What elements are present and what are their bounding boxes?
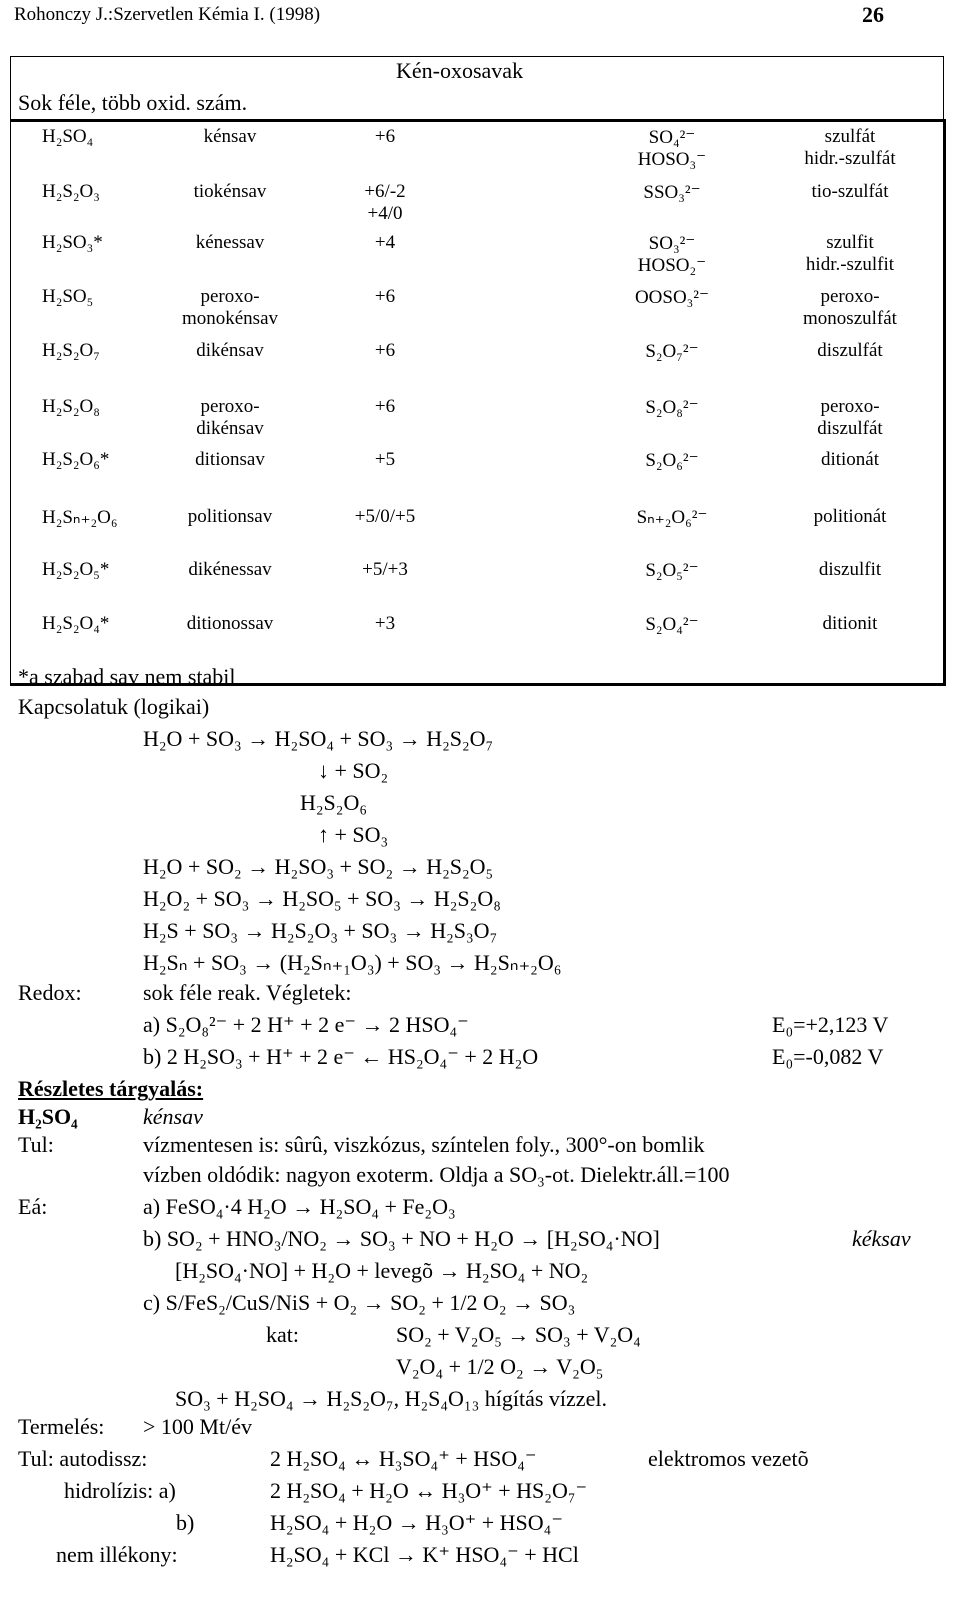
row-formula: H₂S₂O₃ — [42, 181, 100, 202]
row-formula: H₂S₂O₈ — [42, 396, 100, 417]
kat-line-2: V₂O₄ + 1/2 O₂ → V₂O₅ — [396, 1354, 604, 1379]
ea-a: a) FeSO₄·4 H₂O → H₂SO₄ + Fe₂O₃ — [143, 1194, 456, 1219]
termeles-label: Termelés: — [18, 1414, 105, 1439]
row-anion-name-2: diszulfát — [817, 418, 883, 439]
row-anion: OOSO₃²⁻ — [634, 287, 710, 308]
details-compound-name: kénsav — [143, 1104, 203, 1129]
section-subtitle: Sok féle, több oxid. szám. — [18, 90, 248, 115]
row-name: dikénsav — [196, 340, 264, 361]
row-anion: S₂O₇²⁻ — [645, 341, 699, 362]
relation-line: H₂S + SO₃ → H₂S₂O₃ + SO₃ → H₂S₃O₇ — [143, 918, 498, 943]
row-anion-2-name: hidr.-szulfit — [805, 254, 895, 275]
row-anion: SSO₃²⁻ — [643, 182, 701, 203]
relation-line: H₂O + SO₃ → H₂SO₄ + SO₃ → H₂S₂O₇ — [143, 726, 494, 751]
ea-b2: [H₂SO₄·NO] + H₂O + levegõ → H₂SO₄ + NO₂ — [175, 1258, 589, 1283]
ea-b: b) SO₂ + HNO₃/NO₂ → SO₃ + NO + H₂O → [H₂SO₄·NO] — [143, 1226, 660, 1251]
row-name: ditionsav — [195, 449, 265, 470]
row-anion: Sₙ₊₂O₆²⁻ — [636, 507, 708, 528]
row-oxidation: +6 — [374, 286, 396, 307]
hidrolizis-b: H₂SO₄ + H₂O → H₃O⁺ + HSO₄⁻ — [270, 1510, 563, 1535]
row-anion-name: peroxo- — [820, 396, 880, 417]
autodissz-eq: 2 H₂SO₄ ↔ H₃SO₄⁺ + HSO₄⁻ — [270, 1446, 537, 1471]
redox-b: b) 2 H₂SO₃ + H⁺ + 2 e⁻ ← HS₂O₄⁻ + 2 H₂O — [143, 1044, 539, 1069]
details-compound: H₂SO₄ — [18, 1104, 78, 1129]
row-oxidation: +6 — [374, 126, 396, 147]
kat-line-1: SO₂ + V₂O₅ → SO₃ + V₂O₄ — [396, 1322, 641, 1347]
autodissz-label: Tul: autodissz: — [18, 1446, 148, 1471]
relation-line: ↓ + SO₂ — [318, 758, 389, 783]
row-anion-name: diszulfit — [818, 559, 882, 580]
row-anion: S₂O₅²⁻ — [645, 560, 699, 581]
row-name: dikénessav — [188, 559, 272, 580]
row-formula: H₂S₂O₄* — [42, 613, 110, 634]
row-anion-name: politionát — [813, 506, 887, 527]
row-formula: H₂SO₃* — [42, 232, 103, 253]
relation-line: H₂O₂ + SO₃ → H₂SO₅ + SO₃ → H₂S₂O₈ — [143, 886, 501, 911]
row-anion-2-name: hidr.-szulfát — [804, 148, 896, 169]
row-oxidation: +6 — [374, 396, 396, 417]
row-name: kénessav — [195, 232, 265, 253]
row-anion-2: HOSO₂⁻ — [637, 255, 707, 276]
row-name-2: monokénsav — [181, 308, 279, 329]
row-formula: H₂SO₅ — [42, 286, 94, 307]
relation-line: ↑ + SO₃ — [318, 822, 389, 847]
row-anion-name: szulfát — [824, 126, 876, 147]
row-anion-name: tio-szulfát — [811, 181, 889, 202]
redox-a-e0: E₀=+2,123 V — [772, 1012, 889, 1037]
hidrolizis-label: hidrolízis: a) — [64, 1478, 176, 1503]
row-anion-2: HOSO₃⁻ — [637, 149, 707, 170]
row-anion: S₂O₈²⁻ — [645, 397, 699, 418]
row-anion: SO₃²⁻ — [648, 233, 696, 254]
nem-illekony-eq: H₂SO₄ + KCl → K⁺ HSO₄⁻ + HCl — [270, 1542, 579, 1567]
ea-last: SO₃ + H₂SO₄ → H₂S₂O₇, H₂S₄O₁₃ hígítás vízzel. — [175, 1386, 607, 1411]
relation-line: H₂Sₙ + SO₃ → (H₂Sₙ₊₁O₃) + SO₃ → H₂Sₙ₊₂O₆ — [143, 950, 562, 975]
row-oxidation-2: +4/0 — [367, 203, 403, 224]
hidrolizis-b-label: b) — [176, 1510, 195, 1535]
row-oxidation: +5 — [374, 449, 396, 470]
row-formula: H₂Sₙ₊₂O₆ — [42, 507, 118, 528]
relation-line: H₂O + SO₂ → H₂SO₃ + SO₂ → H₂S₂O₅ — [143, 854, 494, 879]
row-anion: S₂O₆²⁻ — [645, 450, 699, 471]
row-oxidation: +6 — [374, 340, 396, 361]
row-anion-name-2: monoszulfát — [803, 308, 897, 329]
row-name: tiokénsav — [193, 181, 267, 202]
tul-line-1: vízmentesen is: sûrû, viszkózus, színtelen foly., 300°-on bomlik — [143, 1132, 705, 1157]
row-oxidation: +5/0/+5 — [354, 506, 416, 527]
nem-illekony-label: nem illékony: — [56, 1542, 178, 1567]
row-oxidation: +6/-2 — [364, 181, 406, 202]
row-anion-name: ditionit — [822, 613, 878, 634]
tul-label: Tul: — [18, 1132, 54, 1157]
kat-label: kat: — [266, 1322, 299, 1347]
ea-b-name: kéksav — [852, 1226, 911, 1251]
autodissz-note: elektromos vezetõ — [648, 1446, 809, 1471]
redox-b-e0: E₀=-0,082 V — [772, 1044, 884, 1069]
row-name: kénsav — [203, 126, 257, 147]
relations-title: Kapcsolatuk (logikai) — [18, 694, 210, 719]
row-oxidation: +4 — [374, 232, 396, 253]
termeles-value: > 100 Mt/év — [143, 1414, 252, 1439]
row-anion: S₂O₄²⁻ — [645, 614, 699, 635]
row-anion: SO₄²⁻ — [648, 127, 696, 148]
row-anion-name: szulfit — [826, 232, 874, 253]
details-title: Részletes tárgyalás: — [18, 1076, 204, 1101]
row-formula: H₂S₂O₆* — [42, 449, 110, 470]
row-name: politionsav — [187, 506, 273, 527]
section-title: Kén-oxosavak — [396, 58, 524, 83]
redox-a: a) S₂O₈²⁻ + 2 H⁺ + 2 e⁻ → 2 HSO₄⁻ — [143, 1012, 469, 1037]
page-number: 26 — [862, 2, 884, 27]
row-oxidation: +5/+3 — [362, 559, 408, 580]
row-name: peroxo- — [200, 286, 260, 307]
row-formula: H₂S₂O₇ — [42, 340, 100, 361]
redox-intro: sok féle reak. Végletek: — [143, 980, 352, 1005]
relation-line: H₂S₂O₆ — [300, 790, 368, 815]
ea-c: c) S/FeS₂/CuS/NiS + O₂ → SO₂ + 1/2 O₂ → SO₃ — [143, 1290, 576, 1315]
header-author-title: Rohonczy J.:Szervetlen Kémia I. (1998) — [14, 4, 321, 25]
ea-label: Eá: — [18, 1194, 48, 1219]
tul-line-2: vízben oldódik: nagyon exoterm. Oldja a SO₃-ot. Dielektr.áll.=100 — [143, 1162, 730, 1187]
row-anion-name: diszulfát — [817, 340, 883, 361]
row-formula: H₂SO₄ — [42, 126, 94, 147]
row-name: peroxo- — [200, 396, 260, 417]
footnote: *a szabad sav nem stabil — [18, 664, 236, 689]
row-name-2: dikénsav — [196, 418, 264, 439]
row-name: ditionossav — [186, 613, 274, 634]
row-anion-name: peroxo- — [820, 286, 880, 307]
hidrolizis-a: 2 H₂SO₄ + H₂O ↔ H₃O⁺ + HS₂O₇⁻ — [270, 1478, 588, 1503]
redox-label: Redox: — [18, 980, 82, 1005]
row-oxidation: +3 — [374, 613, 396, 634]
row-anion-name: ditionát — [820, 449, 880, 470]
row-formula: H₂S₂O₅* — [42, 559, 110, 580]
